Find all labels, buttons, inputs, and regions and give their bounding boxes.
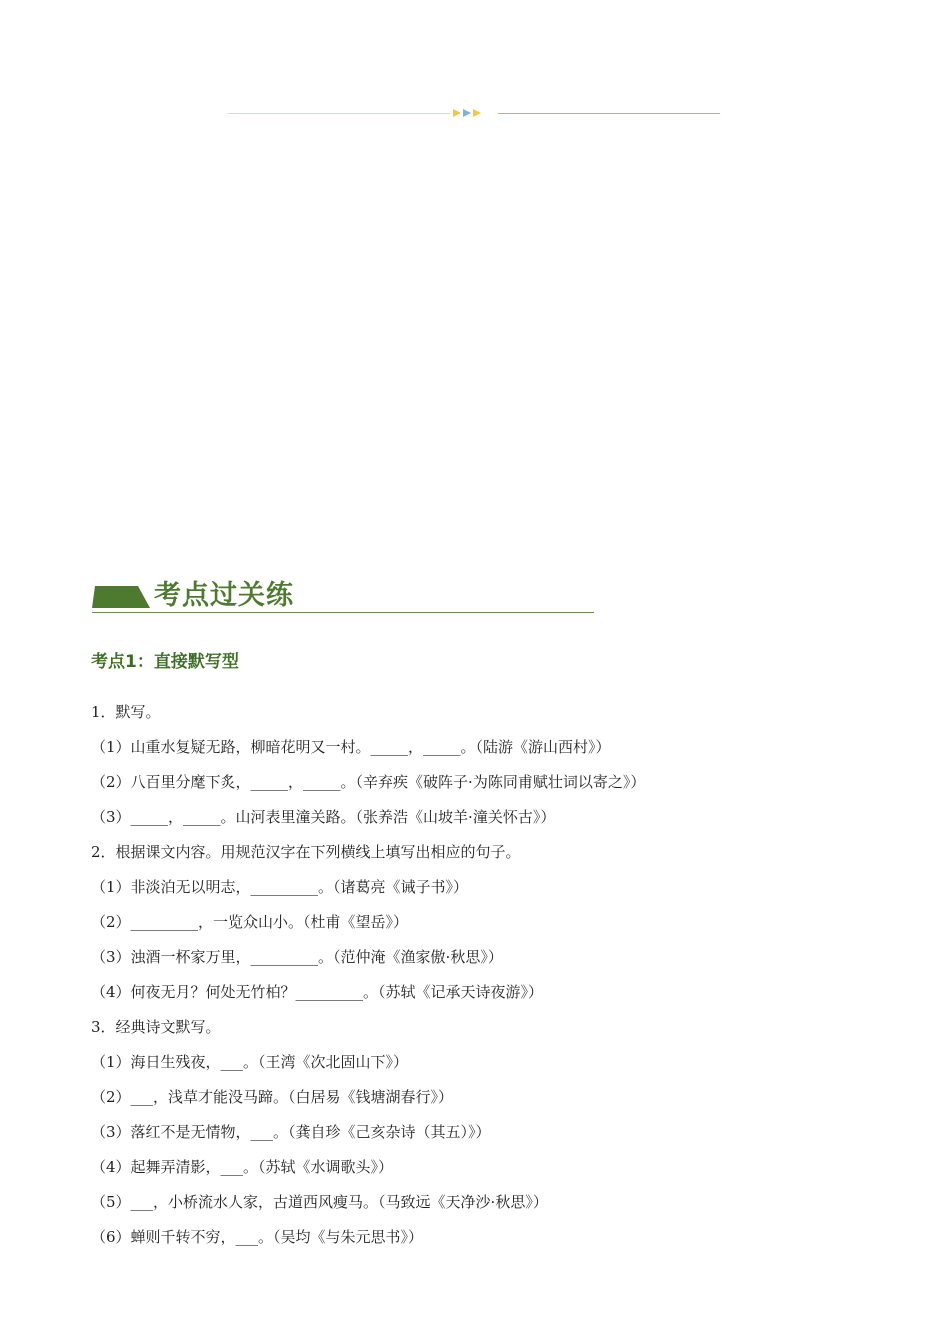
question-item: （3）落红不是无情物，___。（龚自珍《己亥杂诗（其五）》） — [91, 1123, 491, 1141]
question-title: 3．经典诗文默写。 — [91, 1018, 221, 1036]
question-item: （5）___，小桥流水人家，古道西风瘦马。（马致远《天净沙·秋思》） — [91, 1193, 548, 1211]
question-title: 1．默写。 — [91, 703, 161, 721]
question-item: （3）_____，_____。山河表里潼关路。（张养浩《山坡羊·潼关怀古》） — [91, 808, 556, 826]
banner-block-icon — [92, 586, 152, 608]
question-item: （2）八百里分麾下炙，_____，_____。（辛弃疾《破阵子·为陈同甫赋壮词以寄之》） — [91, 773, 646, 791]
question-item: （4）起舞弄清影，___。（苏轼《水调歌头》） — [91, 1158, 394, 1176]
decoration-line-left — [228, 113, 450, 114]
header-decoration — [228, 106, 720, 120]
question-item: （3）浊酒一杯家万里，_________。（范仲淹《渔家傲·秋思》） — [91, 948, 503, 966]
banner-underline — [92, 612, 594, 613]
question-title: 2．根据课文内容。用规范汉字在下列横线上填写出相应的句子。 — [91, 843, 521, 861]
question-list — [91, 701, 851, 1261]
kaodian-heading: 考点1：直接默写型 — [91, 652, 239, 672]
section-title: 考点过关练 — [154, 580, 294, 611]
question-item: （1）非淡泊无以明志，_________。（诸葛亮《诫子书》） — [91, 878, 469, 896]
section-banner — [92, 578, 594, 618]
question-item: （1）山重水复疑无路，柳暗花明又一村。_____，_____。（陆游《游山西村》） — [91, 738, 611, 756]
triple-arrow-icon — [453, 108, 487, 118]
question-item: （6）蝉则千转不穷，___。（吴均《与朱元思书》） — [91, 1228, 424, 1246]
question-item: （2）___，浅草才能没马蹄。（白居易《钱塘湖春行》） — [91, 1088, 454, 1106]
question-item: （4）何夜无月？何处无竹柏？_________。（苏轼《记承天诗夜游》） — [91, 983, 544, 1001]
question-item: （2）_________，一览众山小。（杜甫《望岳》） — [91, 913, 409, 931]
decoration-line-right — [498, 113, 720, 114]
question-item: （1）海日生残夜，___。（王湾《次北固山下》） — [91, 1053, 409, 1071]
